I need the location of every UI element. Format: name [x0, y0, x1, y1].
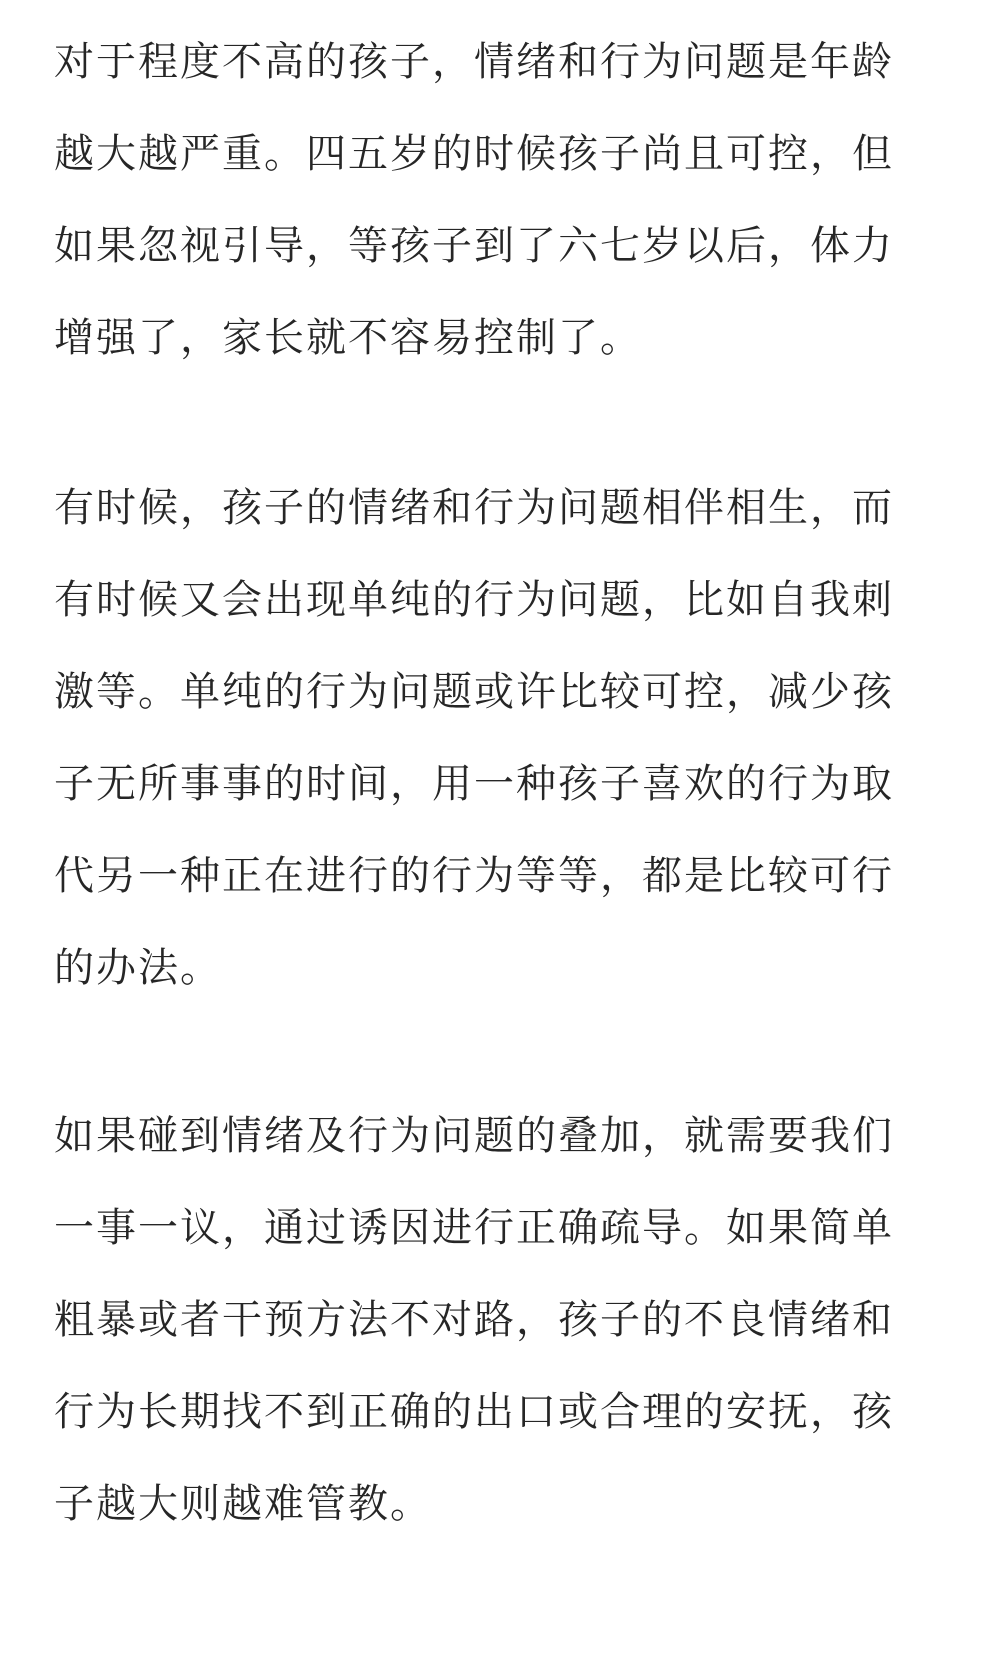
text-line: 子越大则越难管教。: [54, 1481, 432, 1527]
text-line: 越大越严重。四五岁的时候孩子尚且可控，但: [54, 131, 894, 177]
text-line: 如果忽视引导，等孩子到了六七岁以后，体力: [54, 223, 894, 269]
text-line: 的办法。: [54, 945, 222, 991]
text-line: 子无所事事的时间，用一种孩子喜欢的行为取: [54, 761, 894, 807]
text-line: 代另一种正在进行的行为等等，都是比较可行: [54, 853, 894, 899]
text-line: 如果碰到情绪及行为问题的叠加，就需要我们: [54, 1113, 894, 1159]
paragraph-3: [54, 1090, 944, 1550]
text-line: 激等。单纯的行为问题或许比较可控，减少孩: [54, 669, 894, 715]
text-line: 增强了，家长就不容易控制了。: [54, 315, 642, 361]
text-line: 对于程度不高的孩子，情绪和行为问题是年龄: [54, 39, 894, 85]
paragraph-1: [54, 16, 944, 384]
text-line: 粗暴或者干预方法不对路，孩子的不良情绪和: [54, 1297, 894, 1343]
text-line: 有时候，孩子的情绪和行为问题相伴相生，而: [54, 485, 894, 531]
paragraph-2: [54, 462, 944, 1014]
text-line: 有时候又会出现单纯的行为问题，比如自我刺: [54, 577, 894, 623]
text-line: 一事一议，通过诱因进行正确疏导。如果简单: [54, 1205, 894, 1251]
text-line: 行为长期找不到正确的出口或合理的安抚，孩: [54, 1389, 894, 1435]
